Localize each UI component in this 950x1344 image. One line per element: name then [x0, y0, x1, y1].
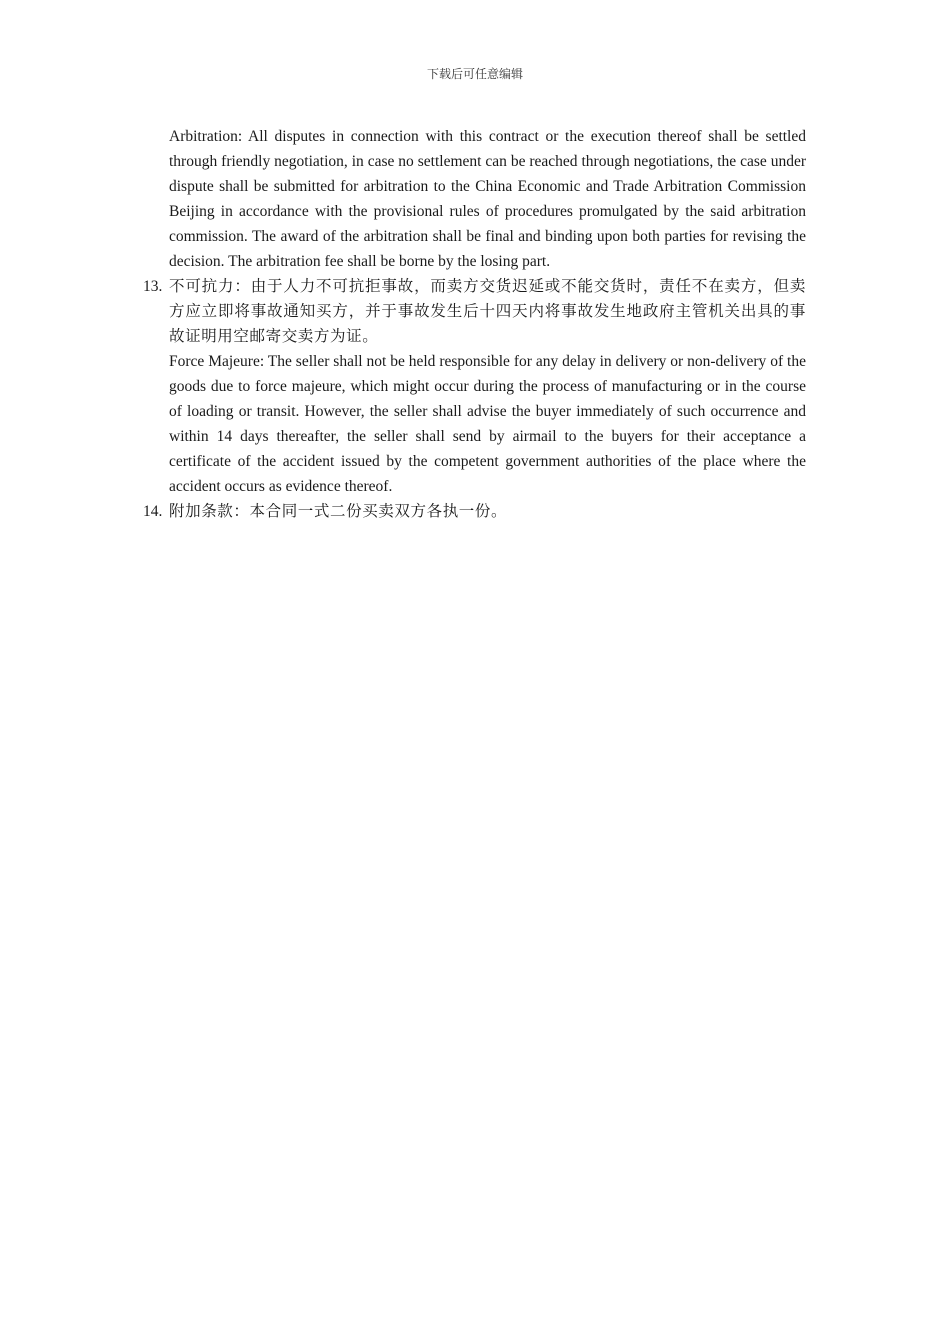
clause-13-zh: 不可抗力：由于人力不可抗拒事故，而卖方交货迟延或不能交货时，责任不在卖方，但卖方应立即将事故通知买方，并于事故发生后十四天内将事故发生地政府主管机关出具的事故证明用空邮寄交卖方为证。 [169, 278, 806, 345]
clause-14 [140, 499, 806, 524]
clause-14-number: 14. [143, 503, 163, 520]
document-body [140, 124, 806, 524]
arbitration-clause-en: Arbitration: All disputes in connection with this contract or the execution thereof shall be settled through friendly negotiation, in case no settlement can be reached through negotiations, the case under dispute shall be submitted for arbitration to the China Economic and Trade Arbitration Commission Beijing in accordance with the provisional rules of procedures promulgated by the said arbitration commission. The award of the arbitration shall be final and binding upon both parties for revising the decision. The arbitration fee shall be borne by the losing part. [169, 128, 806, 270]
clause-13-en: Force Majeure: The seller shall not be held responsible for any delay in delivery or non-delivery of the goods due to force majeure, which might occur during the process of manufacturing or in the course of loading or transit. However, the seller shall advise the buyer immediately of such occurrence and within 14 days thereafter, the seller shall send by airmail to the buyers for their acceptance a certificate of the accident issued by the competent government authorities of the place where the accident occurs as evidence thereof. [169, 353, 806, 495]
clause-13 [140, 274, 806, 499]
clause-13-number: 13. [143, 278, 163, 295]
clause-14-zh: 附加条款：本合同一式二份买卖双方各执一份。 [169, 503, 508, 520]
page-header: 下载后可任意编辑 [426, 67, 523, 81]
